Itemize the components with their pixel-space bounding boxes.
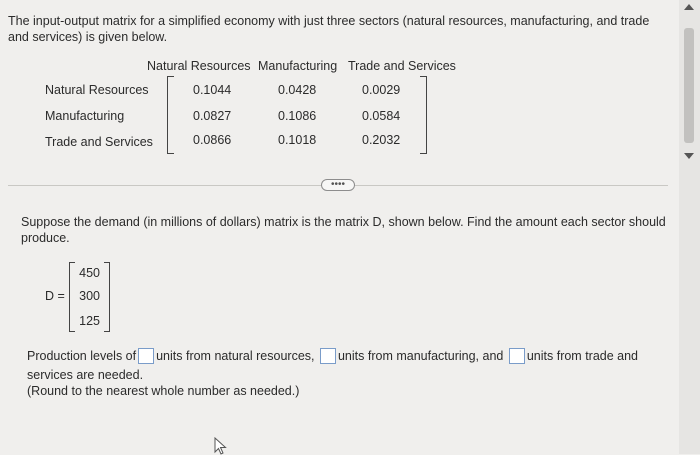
scrollbar-thumb[interactable] <box>684 28 694 143</box>
matrix-left-bracket <box>167 76 174 154</box>
demand-value: 125 <box>79 314 100 328</box>
natural-resources-answer-input[interactable] <box>138 348 154 364</box>
demand-value: 300 <box>79 289 100 303</box>
trade-services-answer-input[interactable] <box>509 348 525 364</box>
answer-text-1: units from natural resources, <box>156 349 315 363</box>
answer-line-2: services are needed. <box>27 368 144 382</box>
answer-prefix: Production levels of <box>27 349 137 363</box>
question-text: Suppose the demand (in millions of dollars) matrix is the matrix D, shown below. Find the amount each sector should produce. <box>21 215 666 245</box>
matrix-cell: 0.0029 <box>362 83 401 97</box>
matrix-right-bracket <box>420 76 427 154</box>
scroll-up-arrow-icon[interactable] <box>684 4 694 10</box>
matrix-cell: 0.0428 <box>278 83 317 97</box>
scroll-down-arrow-icon[interactable] <box>684 153 694 159</box>
matrix-cell: 0.2032 <box>362 133 401 147</box>
matrix-row-label: Manufacturing <box>45 109 125 123</box>
demand-right-bracket <box>104 262 110 332</box>
matrix-row-label: Natural Resources <box>45 83 149 97</box>
matrix-col-header: Natural Resources <box>147 59 251 73</box>
manufacturing-answer-input[interactable] <box>320 348 336 364</box>
matrix-cell: 0.1018 <box>278 133 317 147</box>
matrix-cell: 0.0584 <box>362 109 401 123</box>
matrix-col-header: Trade and Services <box>348 59 456 73</box>
show-more-button[interactable]: •••• <box>321 179 355 191</box>
matrix-row-label: Trade and Services <box>45 135 153 149</box>
answer-text-3: units from trade and <box>526 349 639 363</box>
vertical-scrollbar[interactable] <box>679 0 700 454</box>
demand-matrix-label: D = <box>45 289 65 303</box>
matrix-cell: 0.1086 <box>278 109 317 123</box>
matrix-cell: 0.0827 <box>193 109 232 123</box>
answer-sentence <box>27 348 667 364</box>
matrix-cell: 0.1044 <box>193 83 232 97</box>
problem-intro: The input-output matrix for a simplified economy with just three sectors (natural resources, manufacturing, and trade and services) is given below. <box>8 14 650 44</box>
answer-text-2: units from manufacturing, and <box>337 349 504 363</box>
rounding-note: (Round to the nearest whole number as needed.) <box>27 384 300 398</box>
demand-value: 450 <box>79 266 100 280</box>
matrix-col-header: Manufacturing <box>258 59 338 73</box>
matrix-cell: 0.0866 <box>193 133 232 147</box>
mouse-pointer-icon <box>213 437 229 455</box>
